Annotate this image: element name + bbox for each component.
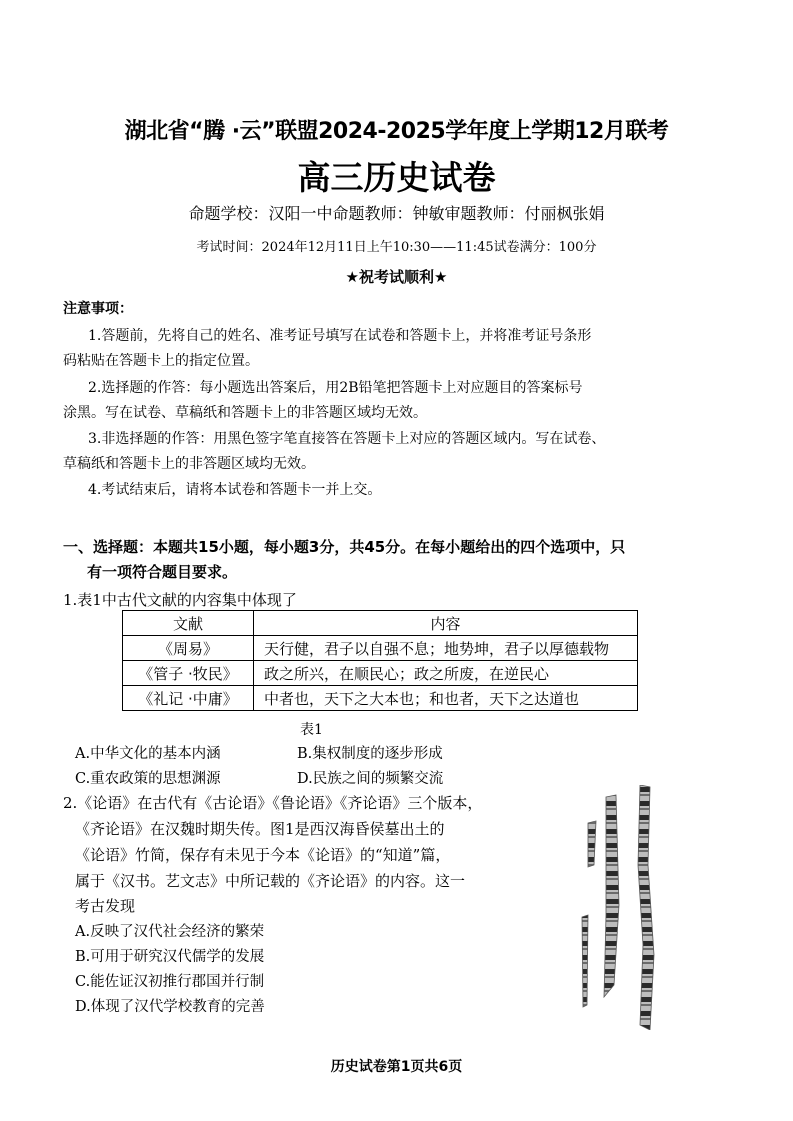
table-cell: 政之所兴，在顺民心；政之所废，在逆民心	[254, 661, 638, 686]
q1-option-b: B.集权制度的逐步形成	[297, 746, 443, 762]
table-cell: 《管子 ·牧民》	[123, 661, 254, 686]
paper-subject-title: 高三历史试卷	[297, 158, 496, 197]
table-row	[123, 661, 638, 686]
question-1-stem: 1.表1中古代文献的内容集中体现了	[63, 591, 297, 609]
table-cell: 天行健，君子以自强不息；地势坤，君子以厚德载物	[254, 636, 638, 661]
table-header-cell: 文献	[123, 611, 254, 636]
table-cell: 《周易》	[123, 636, 254, 661]
table-caption: 表1	[300, 722, 323, 738]
q2-option-c: C.能佐证汉初推行郡国并行制	[75, 974, 265, 990]
question-2-stem-line: 《齐论语》在汉魏时期失传。图1是西汉海昏侯墓出土的	[75, 820, 445, 838]
table-header-row	[123, 611, 638, 636]
bamboo-slips-image	[570, 785, 680, 1030]
q2-option-d: D.体现了汉代学校教育的完善	[75, 999, 265, 1015]
q1-option-a: A.中华文化的基本内涵	[75, 746, 221, 762]
page-footer: 历史试卷第1页共6页	[330, 1059, 463, 1075]
table-row	[123, 686, 638, 711]
notice-line: 1.答题前，先将自己的姓名、准考证号填写在试卷和答题卡上，并将准考证号条形	[88, 328, 592, 344]
table-header-cell: 内容	[254, 611, 638, 636]
table-cell: 中者也，天下之大本也；和也者，天下之达道也	[254, 686, 638, 711]
q1-option-d: D.民族之间的频繁交流	[297, 771, 444, 787]
q2-option-a: A.反映了汉代社会经济的繁荣	[75, 924, 265, 940]
notice-line: 4.考试结束后，请将本试卷和答题卡一并上交。	[88, 482, 382, 498]
question-2-stem-line: 2.《论语》在古代有《古论语》《鲁论语》《齐论语》三个版本，	[63, 794, 483, 812]
section-heading: 一、选择题：本题共15小题，每小题3分，共45分。在每小题给出的四个选项中，只	[63, 538, 626, 556]
q1-option-c: C.重农政策的思想渊源	[75, 771, 221, 787]
section-heading-cont: 有一项符合题目要求。	[87, 563, 238, 581]
table-row	[123, 636, 638, 661]
question-2-stem-line: 《论语》竹简，保存有未见于今本《论语》的“知道”篇，	[75, 846, 451, 864]
good-luck-line: ★祝考试顺利★	[345, 268, 448, 286]
q2-option-b: B.可用于研究汉代儒学的发展	[75, 949, 265, 965]
notice-line: 码粘贴在答题卡上的指定位置。	[63, 353, 259, 369]
table-cell: 《礼记 ·中庸》	[123, 686, 254, 711]
notice-line: 2.选择题的作答：每小题选出答案后，用2B铅笔把答题卡上对应题目的答案标号	[88, 380, 583, 396]
exam-time-line: 考试时间：2024年12月11日上午10:30——11:45试卷满分：100分	[196, 240, 597, 255]
question-2-stem-line: 属于《汉书。艺文志》中所记载的《齐论语》的内容。这一	[75, 872, 466, 890]
exam-title: 湖北省“腾 ·云”联盟2024-2025学年度上学期12月联考	[124, 119, 669, 144]
credits-line: 命题学校：汉阳一中命题教师：钟敏审题教师：付丽枫张娟	[188, 204, 605, 223]
notice-heading: 注意事项：	[63, 301, 133, 317]
notice-line: 3.非选择题的作答：用黑色签字笔直接答在答题卡上对应的答题区域内。写在试卷、	[88, 431, 606, 447]
question-2-stem-line: 考古发现	[75, 897, 136, 915]
table-1	[122, 610, 638, 711]
notice-line: 草稿纸和答题卡上的非答题区域均无效。	[63, 456, 315, 472]
notice-line: 涂黑。写在试卷、草稿纸和答题卡上的非答题区域均无效。	[63, 405, 427, 421]
